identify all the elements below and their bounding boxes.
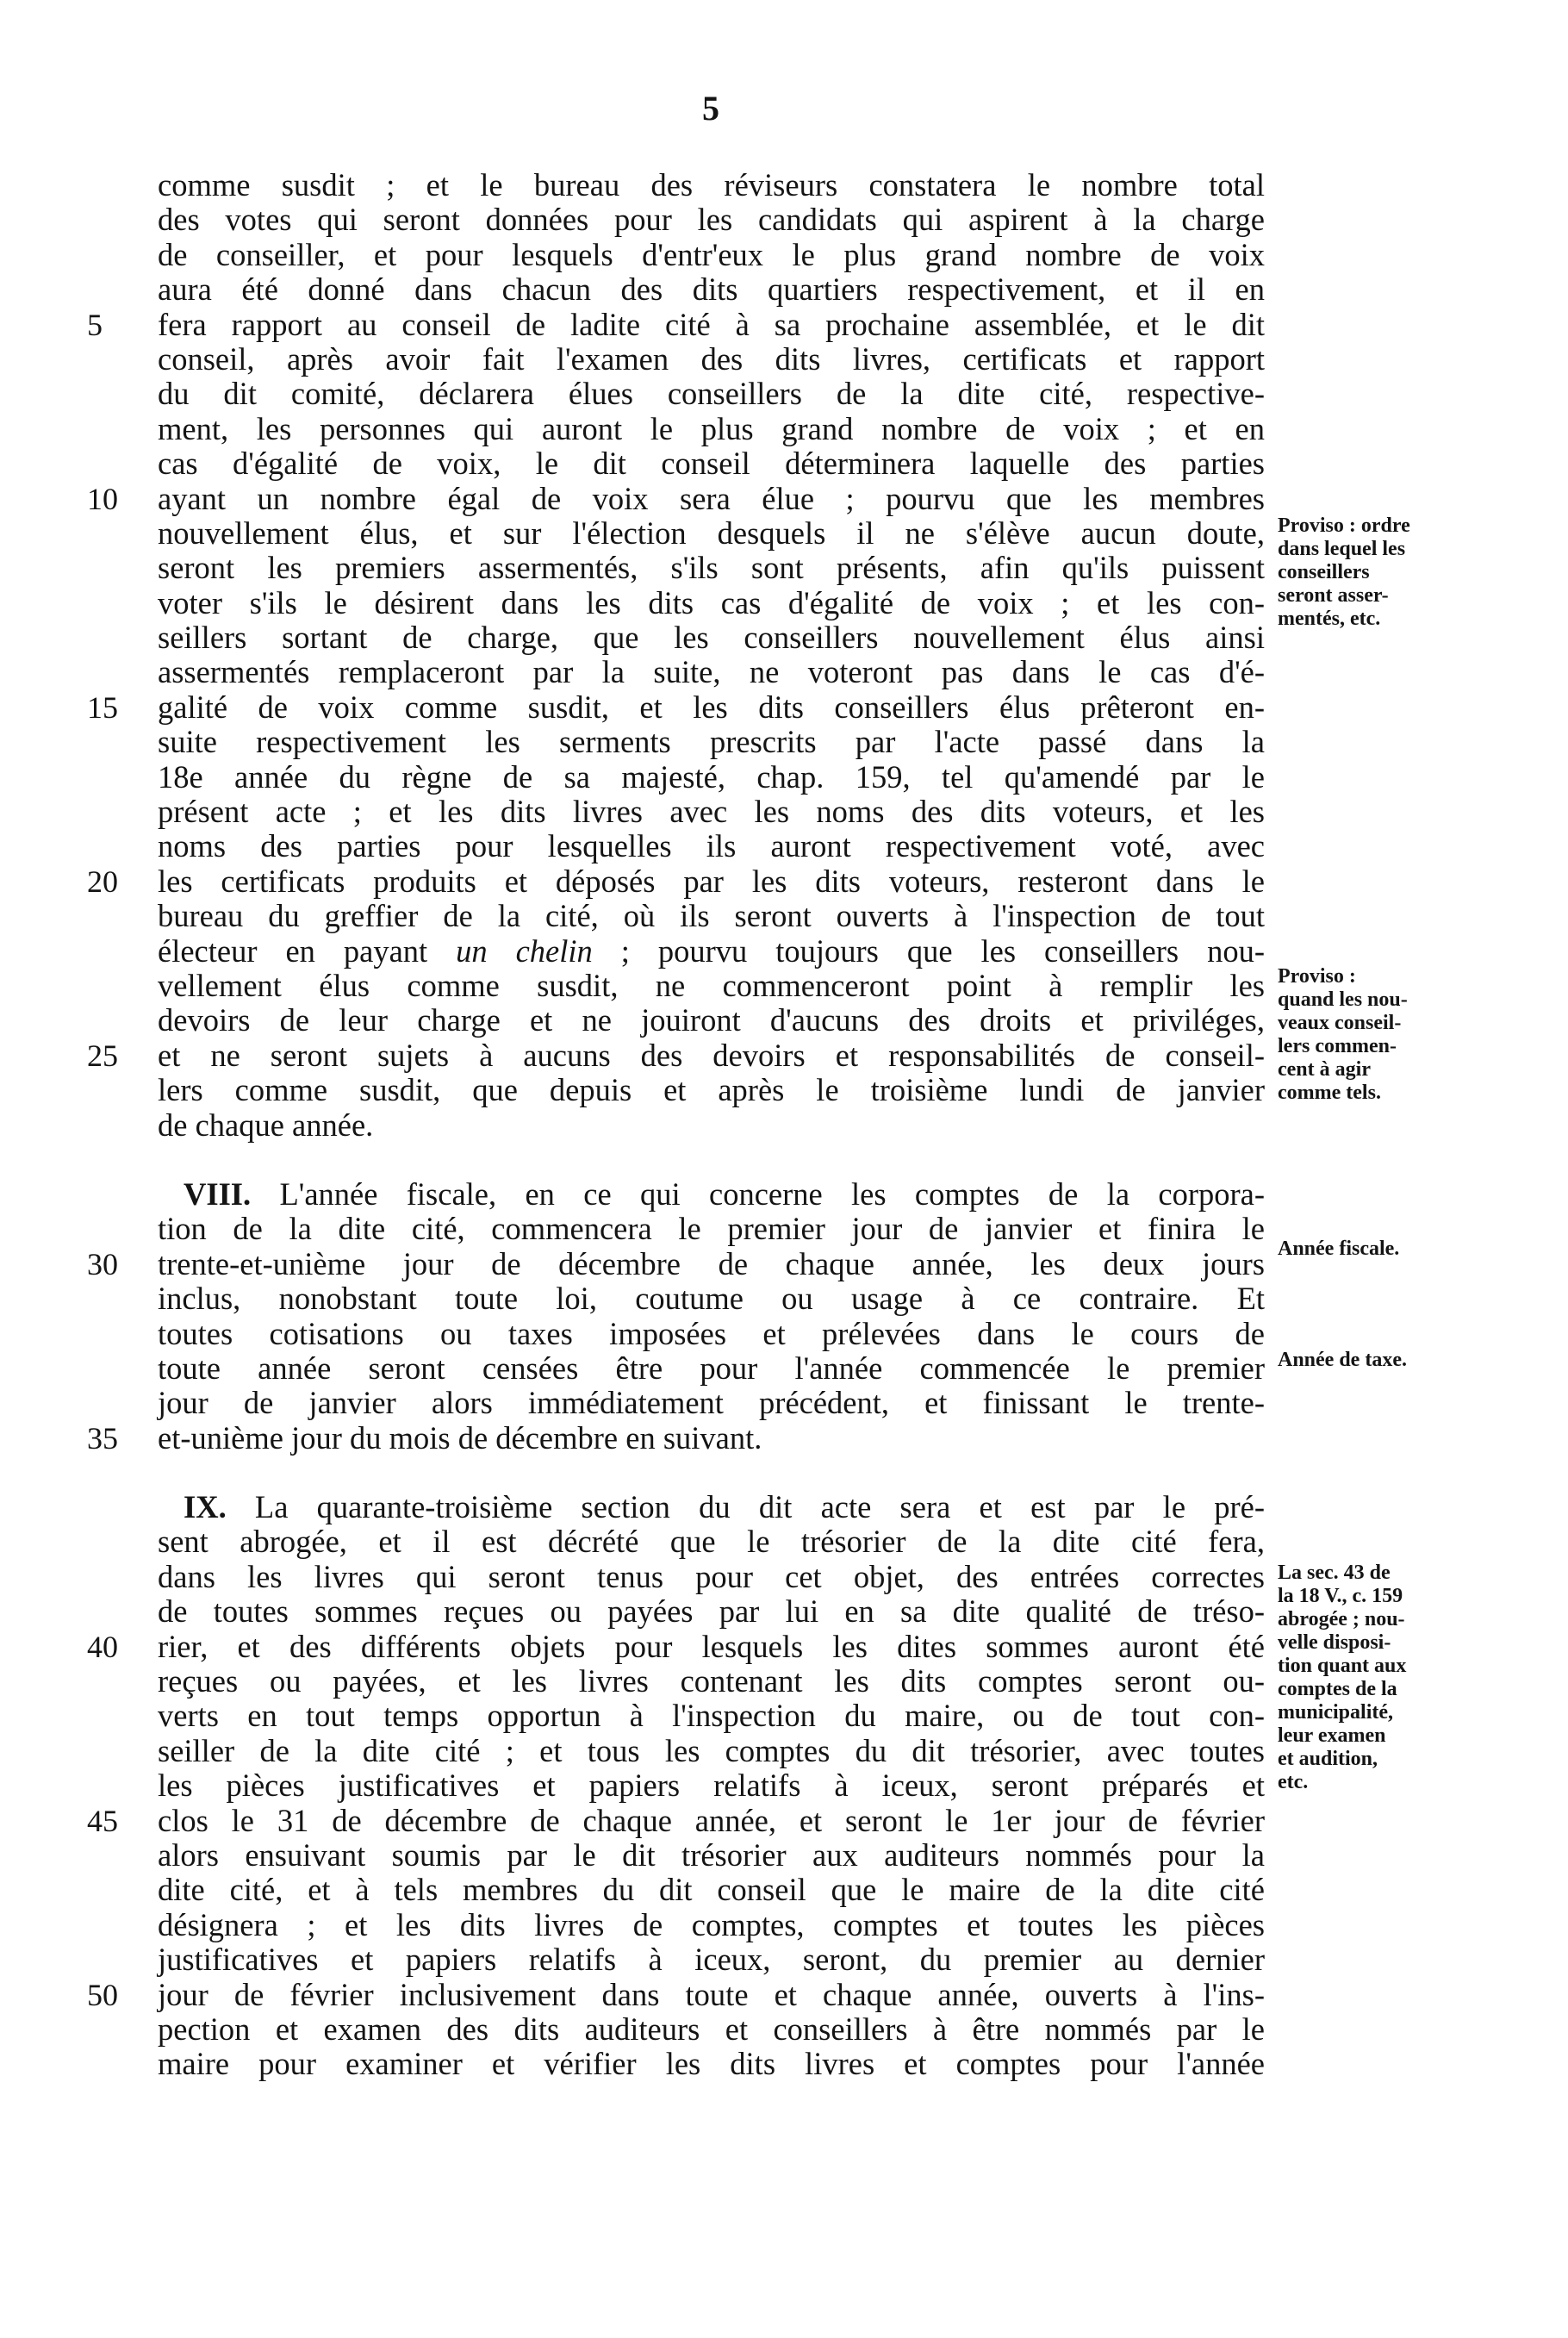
section-0 (87, 167, 1265, 1143)
line-text: clos le 31 de décembre de chaque année, et seront le 1er jour de février (158, 1802, 1265, 1838)
line-text: toutes cotisations ou taxes imposées et prélevées dans le cours de (158, 1315, 1265, 1351)
line-text: de conseiller, et pour lesquels d'entr'eux le plus grand nombre de voix (158, 236, 1265, 272)
text-line (158, 1838, 1265, 1873)
body-text (87, 167, 1265, 2082)
line-text: ayant un nombre égal de voix sera élue ; pourvu que les membres (158, 480, 1265, 516)
text-line (158, 2012, 1265, 2047)
margin-note-section-43 (1278, 1562, 1489, 1794)
text-line (158, 760, 1265, 795)
margin-note-line: dans lequel les (1278, 538, 1406, 560)
line-text: comme susdit ; et le bureau des réviseurs constatera le nombre total (158, 167, 1265, 203)
section-2 (87, 1489, 1265, 2082)
line-text: les certificats produits et déposés par les dits voteurs, resteront dans le (158, 863, 1265, 899)
line-number: 30 (87, 1246, 118, 1281)
line-text: seiller de la dite cité ; et tous les comptes du dit trésorier, avec toutes (158, 1732, 1265, 1768)
text-line (87, 1628, 1265, 1664)
line-text: des votes qui seront données pour les candidats qui aspirent à la charge (158, 202, 1265, 238)
line-text: noms des parties pour lesquelles ils auront respectivement voté, avec (158, 828, 1265, 864)
text-line (158, 1317, 1265, 1351)
margin-note-line: La sec. 43 de (1278, 1562, 1391, 1584)
text-line (158, 1490, 1265, 1524)
line-number: 25 (87, 1038, 118, 1073)
text-line (158, 1212, 1265, 1246)
text-line (158, 1768, 1265, 1803)
text-line (87, 1419, 1265, 1456)
line-text: électeur en payant (158, 932, 457, 969)
margin-note-line: comptes de la (1278, 1678, 1397, 1700)
section-number: IX. (184, 1489, 227, 1525)
text-line (158, 1524, 1265, 1559)
line-text: rier, et des différents objets pour lesquels les dites sommes auront été (158, 1628, 1265, 1664)
text-line (158, 795, 1265, 829)
text-line (158, 1594, 1265, 1629)
margin-note-line: veaux conseil- (1278, 1012, 1402, 1034)
line-text: suite respectivement les serments prescrits par l'acte passé dans la (158, 724, 1265, 760)
line-text: cas d'égalité de voix, le dit conseil déterminera laquelle des parties (158, 446, 1265, 482)
text-line (158, 934, 1265, 969)
line-text: lers comme susdit, que depuis et après le troisième lundi de janvier (158, 1072, 1265, 1108)
text-line (158, 342, 1265, 377)
text-line (87, 863, 1265, 899)
text-line (158, 203, 1265, 237)
text-line (158, 1073, 1265, 1107)
line-text-after: ; pourvu toujours que les conseillers nou- (592, 932, 1265, 969)
margin-note-line: velle disposi- (1278, 1631, 1391, 1654)
line-text: désignera ; et les dits livres de comptes, comptes et toutes les pièces (158, 1906, 1265, 1942)
margin-note-line: Proviso : (1278, 965, 1356, 988)
margin-note-line: etc. (1278, 1771, 1309, 1793)
line-text: et-unième jour du mois de décembre en suivant. (158, 1419, 762, 1456)
margin-note-line: municipalité, (1278, 1701, 1394, 1724)
text-line (158, 1908, 1265, 1942)
line-text: sent abrogée, et il est décrété que le trésorier de la dite cité fera, (158, 1524, 1265, 1560)
line-text: toute année seront censées être pour l'année commencée le premier (158, 1350, 1265, 1386)
line-text: dans les livres qui seront tenus pour cet objet, des entrées correctes (158, 1558, 1265, 1594)
margin-note-line: seront asser- (1278, 584, 1389, 607)
text-line (158, 586, 1265, 620)
text-line (158, 829, 1265, 864)
line-text: du dit comité, déclarera élues conseillers de la dite cité, respective- (158, 376, 1265, 412)
text-line (158, 1664, 1265, 1699)
line-text: vellement élus comme susdit, ne commenceront point à remplir les (158, 967, 1265, 1003)
margin-note-line: Proviso : ordre (1278, 514, 1410, 537)
margin-note-line: leur examen (1278, 1724, 1386, 1747)
line-text: justificatives et papiers relatifs à iceux, seront, du premier au dernier (158, 1942, 1265, 1978)
text-line (158, 655, 1265, 689)
page-number: 5 (702, 89, 719, 128)
text-line (158, 412, 1265, 446)
line-text: jour de janvier alors immédiatement précédent, et finissant le trente- (158, 1385, 1265, 1421)
line-text: reçues ou payées, et les livres contenant les dits comptes seront ou- (158, 1663, 1265, 1699)
line-text: les pièces justificatives et papiers relatifs à iceux, seront préparés et (158, 1768, 1265, 1804)
line-text: 18e année du règne de sa majesté, chap. 159, tel qu'amendé par le (158, 758, 1265, 795)
section-1 (87, 1175, 1265, 1456)
text-line (87, 480, 1265, 516)
text-line (158, 446, 1265, 481)
margin-note-line: lers commen- (1278, 1035, 1397, 1057)
margin-note-line: et audition, (1278, 1748, 1378, 1770)
line-text: de chaque année. (158, 1107, 374, 1143)
text-line (158, 620, 1265, 655)
line-text: ment, les personnes qui auront le plus grand nombre de voix ; et en (158, 410, 1265, 446)
text-line (158, 1734, 1265, 1768)
text-line (158, 1351, 1265, 1386)
line-number: 15 (87, 689, 118, 725)
text-line (87, 689, 1265, 725)
line-text: aura été donné dans chacun des dits quartiers respectivement, et il en (158, 271, 1265, 308)
line-number: 40 (87, 1629, 118, 1664)
line-text: verts en tout temps opportun à l'inspection du maire, ou de tout con- (158, 1698, 1265, 1734)
section-number: VIII. (184, 1175, 252, 1212)
margin-note-proviso-order (1278, 514, 1489, 631)
margin-note-line: Année fiscale. (1278, 1238, 1400, 1260)
margin-note-line: abrogée ; nou- (1278, 1608, 1405, 1630)
text-line (158, 377, 1265, 411)
line-text: nouvellement élus, et sur l'élection desquels il ne s'élève aucun doute, (158, 514, 1265, 551)
line-text: trente-et-unième jour de décembre de chaque année, les deux jours (158, 1245, 1265, 1281)
line-text: seillers sortant de charge, que les conseillers nouvellement élus ainsi (158, 620, 1265, 656)
text-line (87, 1245, 1265, 1281)
line-text: maire pour examiner et vérifier les dits livres et comptes pour l'année (158, 2046, 1265, 2082)
text-line (158, 168, 1265, 203)
text-line (158, 272, 1265, 307)
line-text: tion de la dite cité, commencera le premier jour de janvier et finira le (158, 1211, 1265, 1247)
text-line (158, 1386, 1265, 1420)
text-line (158, 969, 1265, 1003)
italic-text: un chelin (456, 932, 593, 969)
line-text: pection et examen des dits auditeurs et conseillers à être nommés par le (158, 2011, 1265, 2047)
margin-note-line: mentés, etc. (1278, 608, 1381, 630)
line-number: 5 (87, 307, 103, 342)
line-text: dite cité, et à tels membres du dit conseil que le maire de la dite cité (158, 1872, 1265, 1908)
text-line (87, 1976, 1265, 2012)
text-line (158, 2047, 1265, 2081)
text-line (158, 899, 1265, 933)
line-text: galité de voix comme susdit, et les dits conseillers élus prêteront en- (158, 689, 1265, 725)
line-text: conseil, après avoir fait l'examen des dits livres, certificats et rapport (158, 340, 1265, 377)
line-text: jour de février inclusivement dans toute et chaque année, ouverts à l'ins- (158, 1976, 1265, 2012)
text-line (158, 1003, 1265, 1038)
text-line (87, 306, 1265, 342)
margin-note-proviso-new-councillors (1278, 965, 1489, 1105)
text-line (87, 1802, 1265, 1838)
margin-note-annee-fiscale (1278, 1238, 1489, 1261)
text-line (158, 725, 1265, 759)
line-text: voter s'ils le désirent dans les dits cas d'égalité de voix ; et les con- (158, 584, 1265, 620)
line-text: bureau du greffier de la cité, où ils seront ouverts à l'inspection de tout (158, 898, 1265, 934)
line-text: L'année fiscale, en ce qui concerne les comptes de la corpora- (251, 1175, 1265, 1212)
line-text: fera rapport au conseil de ladite cité à sa prochaine assemblée, et le dit (158, 306, 1265, 342)
line-number: 20 (87, 864, 118, 899)
margin-note-line: la 18 V., c. 159 (1278, 1585, 1403, 1607)
text-line (158, 1281, 1265, 1316)
line-text: alors ensuivant soumis par le dit trésorier aux auditeurs nommés pour la (158, 1836, 1265, 1873)
line-text: devoirs de leur charge et ne jouiront d'aucuns des droits et priviléges, (158, 1002, 1265, 1038)
line-text: et ne seront sujets à aucuns des devoirs et responsabilités de conseil- (158, 1037, 1265, 1073)
line-number: 45 (87, 1803, 118, 1838)
text-line (158, 1108, 1265, 1143)
margin-note-line: quand les nou- (1278, 988, 1408, 1011)
text-line (158, 1699, 1265, 1733)
line-text: présent acte ; et les dits livres avec les noms des dits voteurs, et les (158, 794, 1265, 830)
text-line (158, 238, 1265, 272)
line-number: 50 (87, 1977, 118, 2012)
text-line (158, 1873, 1265, 1907)
text-line (158, 551, 1265, 585)
text-line (87, 1037, 1265, 1073)
margin-note-line: cent à agir (1278, 1058, 1371, 1081)
line-text: de toutes sommes reçues ou payées par lui en sa dite qualité de tréso- (158, 1593, 1265, 1630)
line-number: 10 (87, 481, 118, 516)
margin-note-line: conseillers (1278, 561, 1370, 583)
line-text: seront les premiers assermentés, s'ils sont présents, afin qu'ils puissent (158, 550, 1265, 586)
margin-note-line: Année de taxe. (1278, 1349, 1407, 1371)
text-line (158, 516, 1265, 551)
text-line (158, 1560, 1265, 1594)
text-line (158, 1942, 1265, 1977)
line-text: La quarante-troisième section du dit acte sera et est par le pré- (226, 1489, 1265, 1525)
margin-note-line: tion quant aux (1278, 1655, 1407, 1677)
margin-note-annee-de-taxe (1278, 1349, 1489, 1372)
line-text: inclus, nonobstant toute loi, coutume ou usage à ce contraire. Et (158, 1281, 1265, 1317)
text-line (158, 1177, 1265, 1212)
line-text: assermentés remplaceront par la suite, ne voteront pas dans le cas d'é- (158, 654, 1265, 690)
line-number: 35 (87, 1420, 118, 1456)
margin-note-line: comme tels. (1278, 1082, 1381, 1104)
